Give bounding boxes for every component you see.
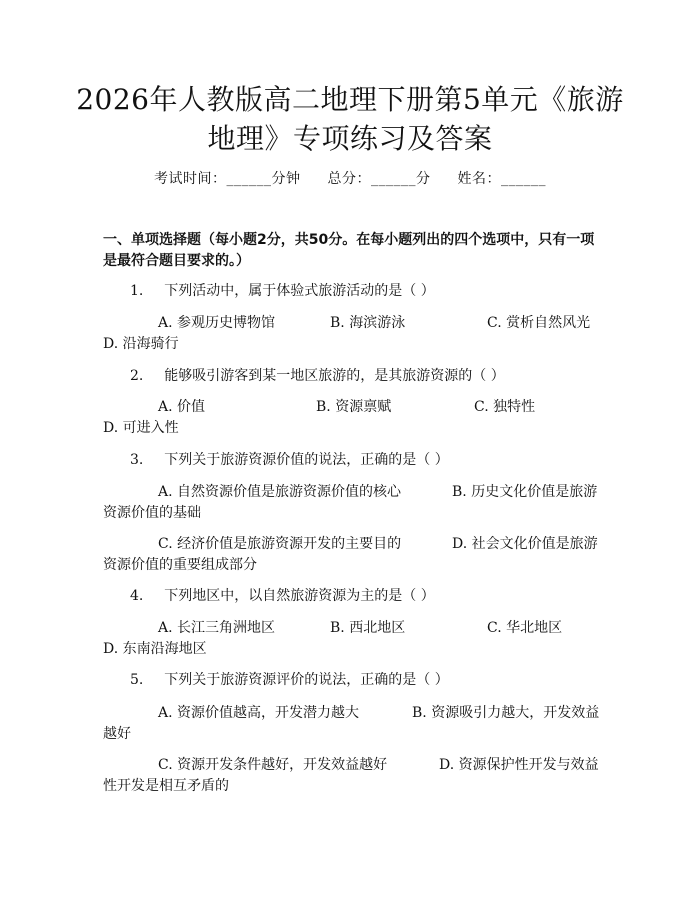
q5-option-d: D. 资源保护性开发与效益性开发是相互矛盾的 xyxy=(103,757,599,794)
question-text: 下列关于旅游资源评价的说法，正确的是（ ） xyxy=(164,672,449,688)
q5-option-a: A. 资源价值越高，开发潜力越大 xyxy=(158,705,360,721)
q2-option-d: D. 可进入性 xyxy=(103,420,179,436)
question-number: 4. xyxy=(130,588,144,604)
q4-option-a: A. 长江三角洲地区 xyxy=(158,620,276,636)
question-number: 2. xyxy=(130,368,144,384)
name-field: 姓名：______ xyxy=(457,171,546,187)
q1-option-d: D. 沿海骑行 xyxy=(103,336,179,352)
q4-option-c: C. 华北地区 xyxy=(487,620,563,636)
q3-option-a: A. 自然资源价值是旅游资源价值的核心 xyxy=(158,484,402,500)
question-3-stem xyxy=(130,450,449,470)
section-heading-line-2: 是最符合题目要求的。） xyxy=(103,253,250,269)
exam-info xyxy=(0,168,700,188)
q1-option-a: A. 参观历史博物馆 xyxy=(158,315,276,331)
question-number: 3. xyxy=(130,452,144,468)
question-number: 1. xyxy=(130,283,144,299)
title-line-2: 地理》专项练习及答案 xyxy=(207,122,493,155)
q3-option-b: B. 历史文化价值是旅游资源价值的基础 xyxy=(103,484,598,521)
exam-time-field: 考试时间：______分钟 xyxy=(154,171,301,187)
q1-option-b: B. 海滨游泳 xyxy=(330,315,406,331)
question-1-stem xyxy=(130,281,435,301)
question-text: 下列活动中，属于体验式旅游活动的是（ ） xyxy=(164,283,435,299)
q3-option-d: D. 社会文化价值是旅游资源价值的重要组成部分 xyxy=(103,536,598,573)
question-2-stem xyxy=(130,366,505,386)
q2-option-a: A. 价值 xyxy=(158,399,206,415)
q4-option-b: B. 西北地区 xyxy=(330,620,406,636)
q5-option-b: B. 资源吸引力越大，开发效益越好 xyxy=(103,705,600,742)
q5-option-c: C. 资源开发条件越好，开发效益越好 xyxy=(158,757,388,773)
q4-option-d: D. 东南沿海地区 xyxy=(103,641,207,657)
question-text: 能够吸引游客到某一地区旅游的，是其旅游资源的（ ） xyxy=(164,368,505,384)
total-score-field: 总分：______分 xyxy=(327,171,431,187)
q2-option-b: B. 资源禀赋 xyxy=(316,399,392,415)
question-5-stem xyxy=(130,670,449,690)
question-text: 下列关于旅游资源价值的说法，正确的是（ ） xyxy=(164,452,449,468)
q2-option-c: C. 独特性 xyxy=(474,399,536,415)
section-heading-line-1: 一、单项选择题（每小题2分，共50分。在每小题列出的四个选项中，只有一项 xyxy=(103,232,595,248)
q3-option-c: C. 经济价值是旅游资源开发的主要目的 xyxy=(158,536,402,552)
question-4-stem xyxy=(130,586,435,606)
title-line-1: 2026年人教版高二地理下册第5单元《旅游 xyxy=(76,83,624,116)
q1-option-c: C. 赏析自然风光 xyxy=(487,315,591,331)
question-text: 下列地区中，以自然旅游资源为主的是（ ） xyxy=(164,588,435,604)
question-number: 5. xyxy=(130,672,144,688)
